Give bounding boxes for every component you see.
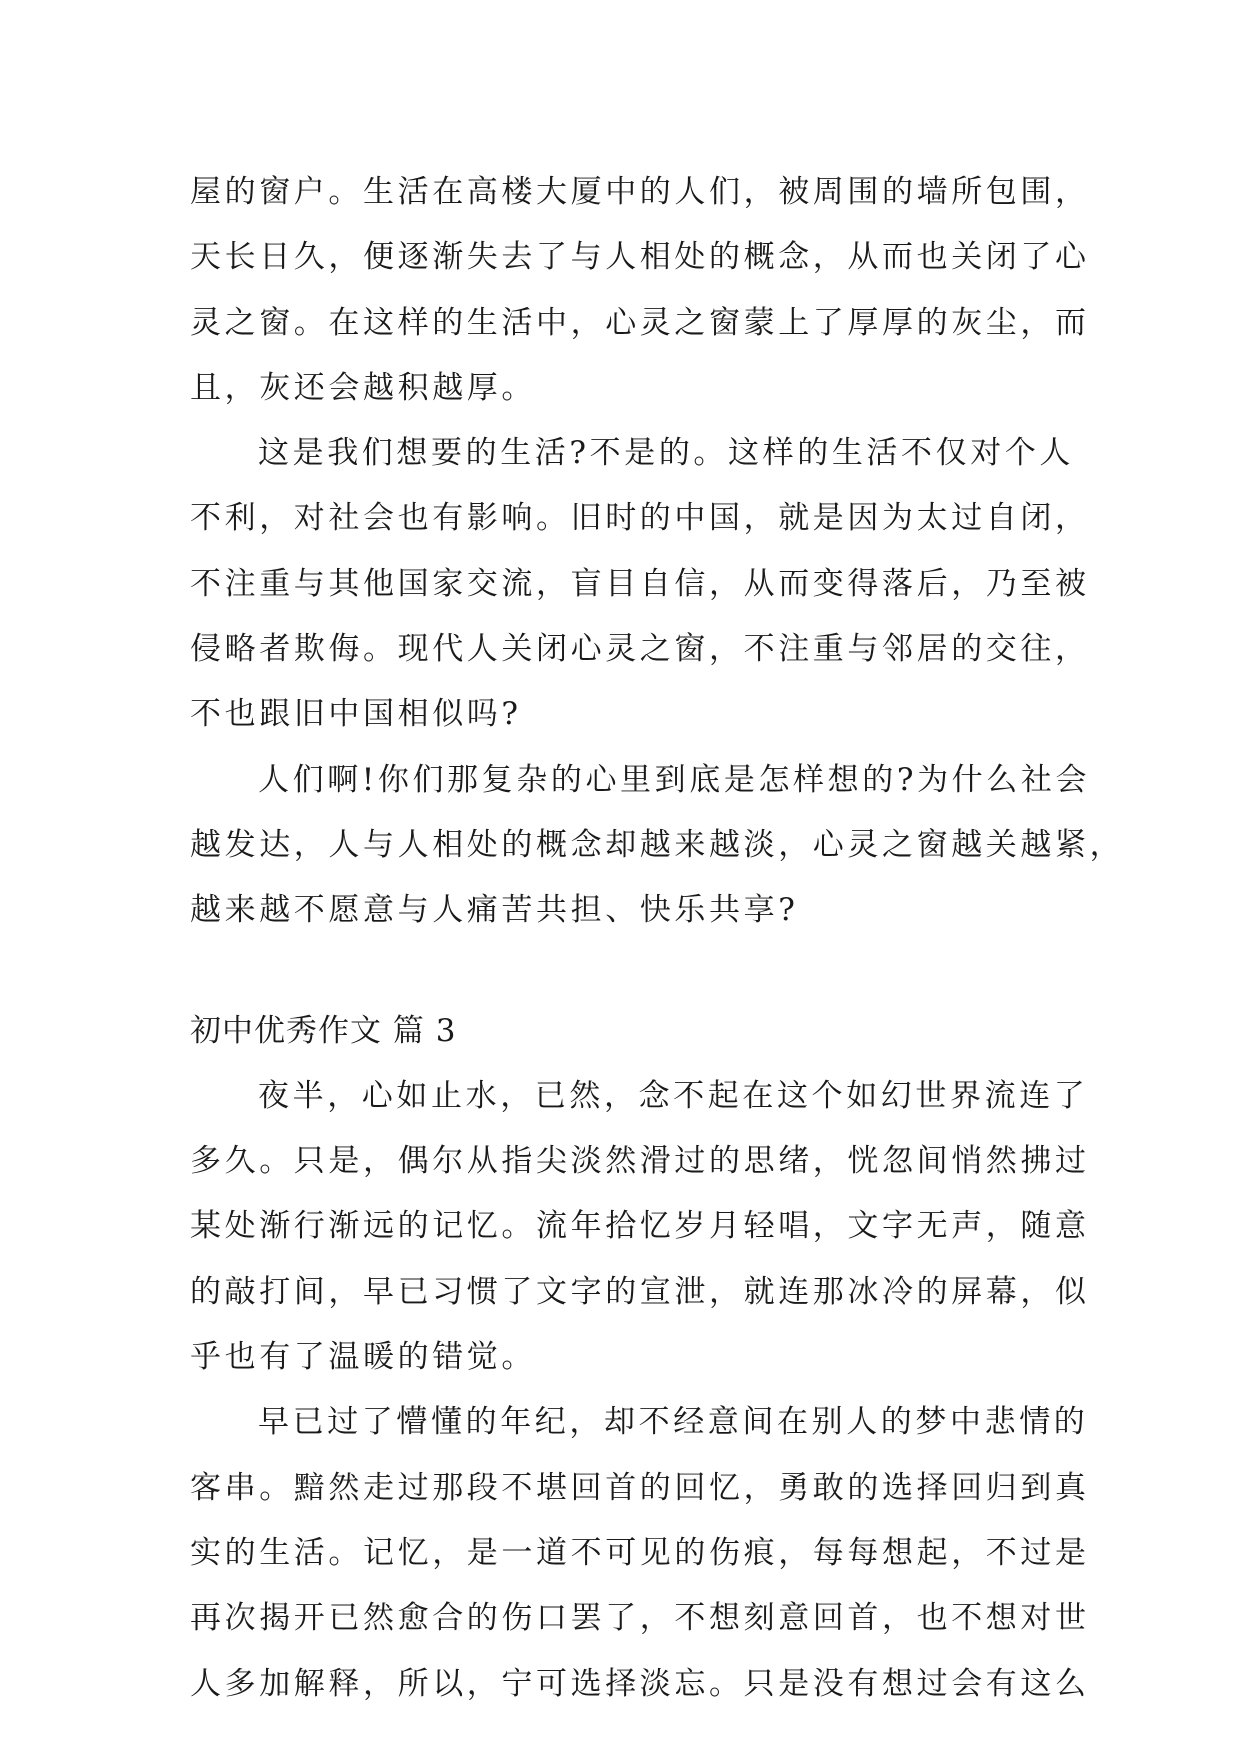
text-line: 越来越不愿意与人痛苦共担、快乐共享? xyxy=(190,892,799,929)
text-line: 且，灰还会越积越厚。 xyxy=(190,369,536,406)
text-line: 多久。只是，偶尔从指尖淡然滑过的思绪，恍忽间悄然拂过 xyxy=(190,1143,1090,1180)
text-line: 夜半，心如止水，已然，念不起在这个如幻世界流连了 xyxy=(258,1077,1089,1114)
paragraph xyxy=(190,421,1090,747)
text-line: 人多加解释，所以，宁可选择淡忘。只是没有想过会有这么 xyxy=(190,1665,1090,1702)
section-gap xyxy=(190,944,1052,999)
text-line: 侵略者欺侮。现代人关闭心灵之窗，不注重与邻居的交往， xyxy=(190,631,1090,668)
text-line: 再次揭开已然愈合的伤口罢了，不想刻意回首，也不想对世 xyxy=(190,1600,1090,1637)
text-line: 早已过了懵懂的年纪，却不经意间在别人的梦中悲情的 xyxy=(258,1404,1089,1441)
text-line: 越发达，人与人相处的概念却越来越淡，心灵之窗越关越紧， xyxy=(190,826,1125,863)
text-line: 天长日久，便逐渐失去了与人相处的概念，从而也关闭了心 xyxy=(190,239,1090,276)
text-line: 乎也有了温暖的错觉。 xyxy=(190,1339,536,1376)
section-heading: 初中优秀作文 篇 3 xyxy=(190,1012,457,1049)
paragraph xyxy=(190,748,1125,944)
paragraph xyxy=(190,1064,1090,1390)
document-body xyxy=(190,160,1125,1717)
text-line: 人们啊!你们那复杂的心里到底是怎样想的?为什么社会 xyxy=(258,761,1091,798)
text-line: 这是我们想要的生活?不是的。这样的生活不仅对个人 xyxy=(258,435,1075,472)
text-line: 灵之窗。在这样的生活中，心灵之窗蒙上了厚厚的灰尘，而 xyxy=(190,304,1090,341)
text-line: 实的生活。记忆，是一道不可见的伤痕，每每想起，不过是 xyxy=(190,1534,1090,1571)
text-line: 的敲打间，早已习惯了文字的宣泄，就连那冰冷的屏幕，似 xyxy=(190,1273,1090,1310)
paragraph xyxy=(190,1390,1090,1716)
text-line: 屋的窗户。生活在高楼大厦中的人们，被周围的墙所包围， xyxy=(190,174,1090,210)
text-line: 不注重与其他国家交流，盲目自信，从而变得落后，乃至被 xyxy=(190,565,1090,602)
text-line: 客串。黯然走过那段不堪回首的回忆，勇敢的选择回归到真 xyxy=(190,1469,1090,1506)
text-line: 不也跟旧中国相似吗? xyxy=(190,696,522,733)
text-line: 某处渐行渐远的记忆。流年拾忆岁月轻唱，文字无声，随意 xyxy=(190,1208,1090,1245)
text-line: 不利，对社会也有影响。旧时的中国，就是因为太过自闭， xyxy=(190,500,1090,537)
paragraph xyxy=(190,160,1090,421)
